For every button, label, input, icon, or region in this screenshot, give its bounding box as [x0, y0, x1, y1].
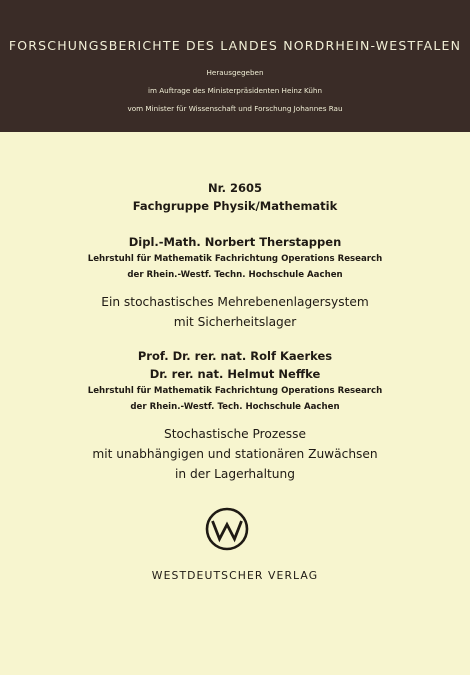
- title-2-line-2: mit unabhängigen und stationären Zuwächsen: [92, 447, 378, 461]
- title-1-line-1: Ein stochastisches Mehrebenenlagersystem: [101, 295, 369, 309]
- cover-header-band: [0, 0, 470, 132]
- title-1-line-2: mit Sicherheitslager: [173, 315, 297, 329]
- publisher-name: WESTDEUTSCHER VERLAG: [151, 569, 319, 582]
- affiliation-1-line-2: der Rhein.-Westf. Techn. Hochschule Aachen: [127, 270, 343, 280]
- report-number: Nr. 2605: [207, 181, 263, 195]
- report-group: Fachgruppe Physik/Mathematik: [132, 199, 338, 213]
- editor-label: Herausgegeben: [206, 68, 264, 77]
- affiliation-1-line-1: Lehrstuhl für Mathematik Fachrichtung Operations Research: [87, 254, 383, 264]
- series-title: FORSCHUNGSBERICHTE DES LANDES NORDRHEIN-WESTFALEN: [8, 38, 462, 53]
- title-2-line-3: in der Lagerhaltung: [175, 467, 295, 481]
- author-kaerkes: Prof. Dr. rer. nat. Rolf Kaerkes: [137, 349, 333, 363]
- affiliation-2-line-2: der Rhein.-Westf. Tech. Hochschule Aachen: [130, 402, 340, 412]
- editor-line-2: vom Minister für Wissenschaft und Forschung Johannes Rau: [127, 104, 343, 113]
- author-neffke: Dr. rer. nat. Helmut Neffke: [149, 367, 321, 381]
- editor-line-1: im Auftrage des Ministerpräsidenten Heinz Kühn: [147, 86, 323, 95]
- title-2-line-1: Stochastische Prozesse: [164, 427, 306, 441]
- wv-publisher-logo-icon: [205, 507, 249, 551]
- affiliation-2-line-1: Lehrstuhl für Mathematik Fachrichtung Operations Research: [87, 386, 383, 396]
- author-therstappen: Dipl.-Math. Norbert Therstappen: [128, 235, 342, 249]
